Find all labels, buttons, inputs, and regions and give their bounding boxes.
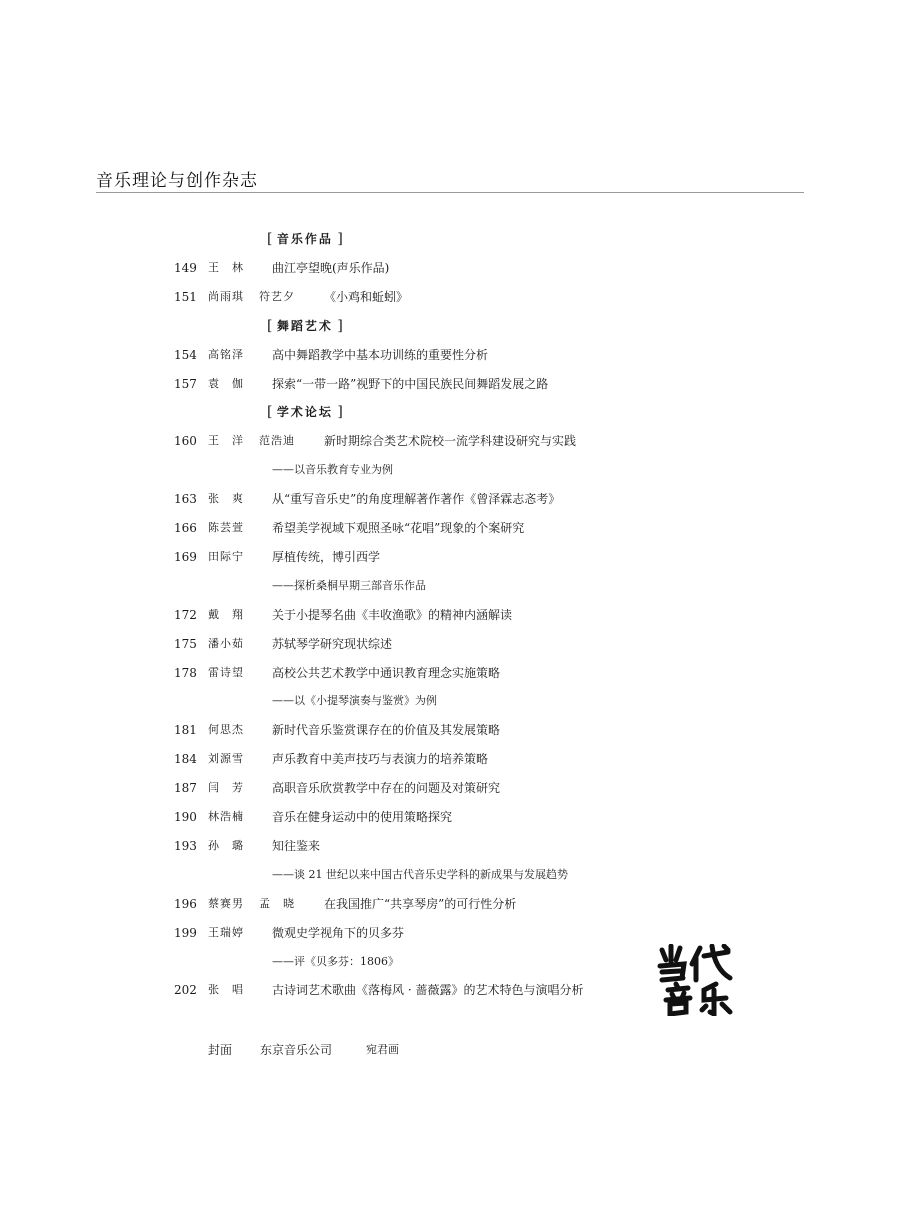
article-title: 高校公共艺术教学中通识教育理念实施策略 bbox=[272, 665, 501, 680]
coauthor-name: 符艺夕 bbox=[259, 289, 295, 303]
article-title: 新时期综合类艺术院校一流学科建设研究与实践 bbox=[324, 434, 577, 449]
article-title: 声乐教育中美声技巧与表演力的培养策略 bbox=[272, 752, 489, 767]
coauthor-name: 范浩迪 bbox=[259, 434, 295, 448]
journal-title: 音乐理论与创作杂志 bbox=[96, 171, 258, 191]
article-title: 苏轼琴学研究现状综述 bbox=[272, 636, 393, 651]
page-number: 184 bbox=[174, 752, 197, 767]
page-number: 151 bbox=[174, 289, 197, 304]
article-title: 厚植传统，博引西学 bbox=[272, 549, 381, 564]
article-subtitle: ——评《贝多芬：1806》 bbox=[272, 954, 399, 968]
author-name: 袁 伽 bbox=[208, 376, 244, 390]
article-title: 希望美学视域下观照圣咏“花唱”现象的个案研究 bbox=[272, 521, 525, 535]
page-number: 172 bbox=[174, 607, 197, 622]
cover-artist: 宛君画 bbox=[366, 1043, 399, 1056]
author-name: 潘小茹 bbox=[208, 636, 244, 650]
author-name: 王 林 bbox=[208, 260, 244, 274]
cover-label: 封面 bbox=[208, 1043, 233, 1057]
author-name: 陈芸萱 bbox=[208, 521, 244, 534]
right-bracket: ] bbox=[332, 317, 343, 334]
article-subtitle: ——探析桑桐早期三部音乐作品 bbox=[272, 578, 426, 592]
article-title: 曲江亭望晚(声乐作品) bbox=[272, 260, 390, 275]
page-number: 178 bbox=[174, 665, 197, 680]
author-name: 闫 芳 bbox=[208, 781, 244, 795]
author-name: 何思杰 bbox=[208, 723, 244, 737]
author-name: 王 洋 bbox=[208, 434, 244, 448]
section-heading-text bbox=[267, 316, 343, 336]
author-name: 尚雨琪 bbox=[208, 289, 244, 303]
article-title: 知往鉴来 bbox=[272, 838, 321, 853]
section-heading-text bbox=[267, 229, 343, 249]
author-name: 田际宁 bbox=[208, 549, 244, 563]
calligraphy-logo-icon bbox=[656, 944, 738, 1016]
article-title: 高中舞蹈教学中基本功训练的重要性分析 bbox=[272, 347, 489, 362]
author-name: 张 唱 bbox=[208, 983, 244, 997]
page-number: 154 bbox=[174, 347, 197, 362]
page-number: 202 bbox=[174, 983, 197, 998]
page-number: 149 bbox=[174, 260, 197, 275]
article-title: 新时代音乐鉴赏课存在的价值及其发展策略 bbox=[272, 723, 501, 738]
page-number: 193 bbox=[174, 838, 197, 853]
page-number: 160 bbox=[174, 434, 197, 449]
left-bracket: [ bbox=[267, 231, 277, 247]
left-bracket: [ bbox=[267, 404, 277, 421]
author-name: 刘源雪 bbox=[208, 752, 244, 766]
article-subtitle: ——谈 21 世纪以来中国古代音乐史学科的新成果与发展趋势 bbox=[272, 867, 568, 881]
section-title: 舞蹈艺术 bbox=[276, 318, 333, 333]
article-subtitle: ——以《小提琴演奏与鉴赏》为例 bbox=[272, 694, 437, 708]
article-title: 在我国推广“共享琴房”的可行性分析 bbox=[324, 896, 517, 911]
article-title: 从“重写音乐史”的角度理解著作著作《曾泽霖志忞考》 bbox=[272, 492, 561, 507]
author-name: 雷诗望 bbox=[208, 665, 244, 679]
author-name: 高铭泽 bbox=[208, 347, 244, 361]
article-title: 古诗词艺术歌曲《落梅风 · 蔷薇露》的艺术特色与演唱分析 bbox=[272, 983, 584, 998]
section-title: 学术论坛 bbox=[276, 405, 333, 420]
article-title: 探索“一带一路”视野下的中国民族民间舞蹈发展之路 bbox=[272, 376, 549, 391]
article-title: 《小鸡和蚯蚓》 bbox=[324, 289, 409, 304]
page-number: 175 bbox=[174, 636, 197, 651]
author-name: 蔡赛男 bbox=[208, 896, 244, 910]
author-name: 王瑞婷 bbox=[208, 925, 244, 939]
author-name: 孙 璐 bbox=[208, 838, 244, 852]
right-bracket: ] bbox=[332, 231, 343, 247]
article-title: 微观史学视角下的贝多芬 bbox=[272, 925, 405, 940]
section-heading-text bbox=[267, 402, 343, 422]
page-number: 199 bbox=[174, 925, 197, 940]
section-title: 音乐作品 bbox=[276, 232, 333, 246]
author-name: 张 爽 bbox=[208, 492, 244, 506]
page-number: 163 bbox=[174, 492, 197, 507]
article-title: 音乐在健身运动中的使用策略探究 bbox=[272, 810, 453, 824]
page-number: 181 bbox=[174, 723, 197, 738]
cover-company: 东京音乐公司 bbox=[260, 1043, 333, 1057]
page-number: 157 bbox=[174, 376, 197, 391]
left-bracket: [ bbox=[267, 317, 277, 334]
page-number: 187 bbox=[174, 781, 197, 796]
author-name: 戴 翔 bbox=[208, 607, 244, 621]
article-title: 高职音乐欣赏教学中存在的问题及对策研究 bbox=[272, 781, 501, 796]
author-name: 林浩楠 bbox=[208, 810, 244, 823]
page-number: 166 bbox=[174, 521, 197, 535]
article-subtitle: ——以音乐教育专业为例 bbox=[272, 463, 393, 477]
coauthor-name: 孟 晓 bbox=[259, 896, 295, 910]
article-title: 关于小提琴名曲《丰收渔歌》的精神内涵解读 bbox=[272, 607, 513, 622]
page-number: 196 bbox=[174, 896, 197, 911]
page-number: 190 bbox=[174, 810, 197, 824]
right-bracket: ] bbox=[332, 404, 343, 421]
dangdai-yinyue-logo bbox=[656, 944, 738, 1016]
page-number: 169 bbox=[174, 549, 197, 564]
